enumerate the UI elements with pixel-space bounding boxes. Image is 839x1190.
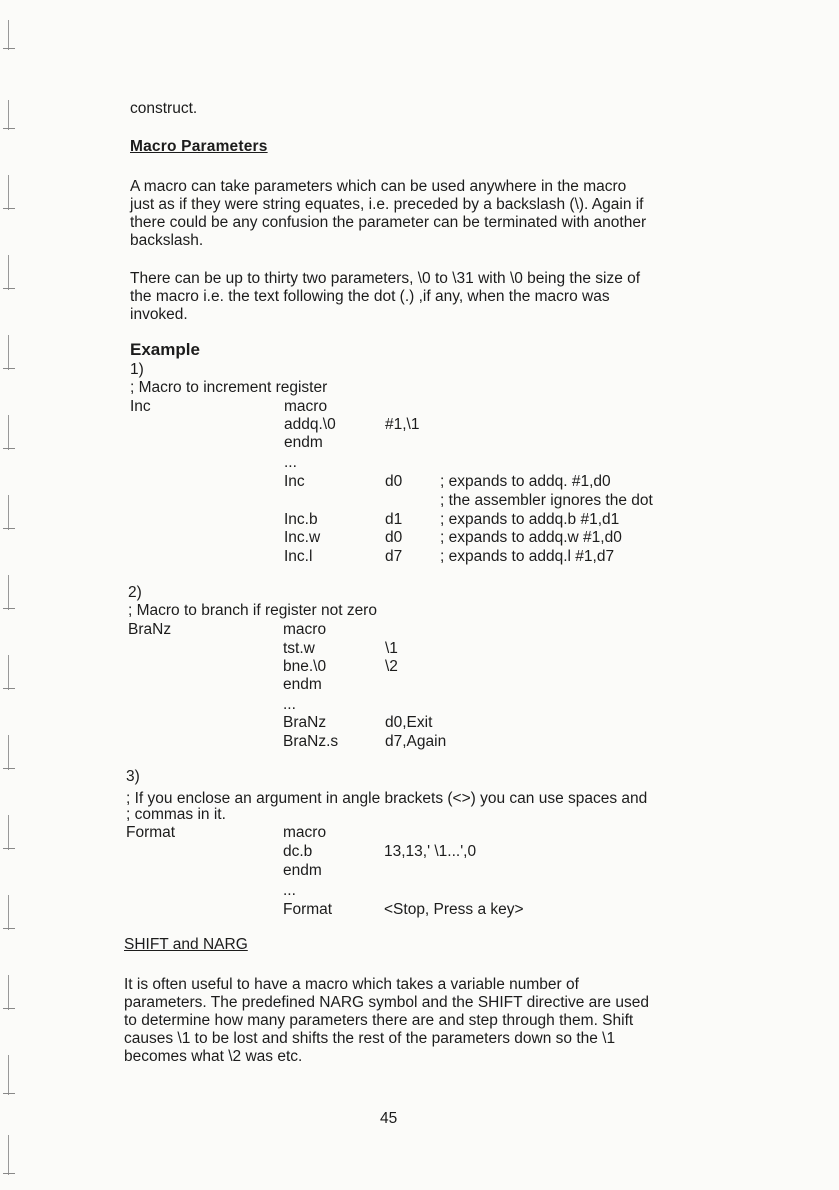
example-number: 2) (128, 584, 142, 601)
code-label: Inc (130, 398, 151, 415)
paragraph-line: the macro i.e. the text following the dot (.) ,if any, when the macro was (130, 288, 610, 305)
code-comment: ; expands to addq.b #1,d1 (440, 511, 620, 528)
margin-mark (3, 1093, 15, 1094)
code-comment: ; Macro to increment register (130, 379, 328, 396)
code-instruction: macro (284, 398, 328, 415)
code-label: BraNz (128, 621, 172, 638)
code-operand: d0 (385, 529, 403, 546)
section-heading-shift-narg: SHIFT and NARG (124, 936, 248, 953)
intro-line: construct. (130, 100, 198, 117)
code-operand: d7,Again (385, 733, 447, 750)
code-instruction: bne.\0 (283, 658, 327, 675)
code-ellipsis: ... (283, 882, 296, 899)
margin-mark (3, 48, 15, 49)
code-instruction: Inc.w (284, 529, 321, 546)
margin-mark (3, 448, 15, 449)
code-instruction: endm (283, 676, 322, 693)
code-operand: 13,13,' \1...',0 (384, 843, 477, 860)
example-title: Example (130, 340, 200, 359)
margin-mark (3, 608, 15, 609)
code-comment: ; commas in it. (126, 806, 226, 823)
page-number: 45 (380, 1110, 398, 1127)
code-comment: ; expands to addq.w #1,d0 (440, 529, 622, 546)
code-instruction: macro (283, 824, 327, 841)
code-operand: d0,Exit (385, 714, 433, 731)
code-instruction: endm (283, 862, 322, 879)
code-instruction: Inc.b (284, 511, 318, 528)
code-comment: ; If you enclose an argument in angle brackets (<>) you can use spaces and (126, 790, 648, 807)
margin-mark (3, 848, 15, 849)
paragraph-line: just as if they were string equates, i.e. preceded by a backslash (\). Again if (130, 196, 644, 213)
paragraph-line: invoked. (130, 306, 188, 323)
section-heading-macro-parameters: Macro Parameters (130, 138, 268, 155)
code-comment: ; expands to addq. #1,d0 (440, 473, 611, 490)
code-comment: ; expands to addq.l #1,d7 (440, 548, 615, 565)
binding-edge (8, 0, 9, 1190)
code-instruction: Inc (284, 473, 305, 490)
margin-mark (3, 928, 15, 929)
code-operand: d1 (385, 511, 403, 528)
margin-mark (3, 288, 15, 289)
code-label: Format (126, 824, 176, 841)
code-operand: \1 (385, 640, 398, 657)
margin-mark (3, 768, 15, 769)
paragraph-line: becomes what \2 was etc. (124, 1048, 303, 1065)
code-instruction: tst.w (283, 640, 315, 657)
margin-mark (3, 1008, 15, 1009)
code-instruction: dc.b (283, 843, 313, 860)
margin-mark (3, 1173, 15, 1174)
code-comment: ; Macro to branch if register not zero (128, 602, 377, 619)
code-operand: d0 (385, 473, 403, 490)
paragraph-line: backslash. (130, 232, 204, 249)
code-instruction: BraNz.s (283, 733, 339, 750)
code-operand: \2 (385, 658, 398, 675)
paragraph-line: parameters. The predefined NARG symbol and the SHIFT directive are used (124, 994, 649, 1011)
paragraph-line: causes \1 to be lost and shifts the rest of the parameters down so the \1 (124, 1030, 616, 1047)
code-instruction: Format (283, 901, 333, 918)
margin-mark (3, 368, 15, 369)
code-instruction: endm (284, 434, 323, 451)
margin-mark (3, 528, 15, 529)
code-operand: d7 (385, 548, 403, 565)
paragraph-line: It is often useful to have a macro which takes a variable number of (124, 976, 579, 993)
code-instruction: addq.\0 (284, 416, 336, 433)
margin-mark (3, 208, 15, 209)
code-instruction: macro (283, 621, 327, 638)
paragraph-line: There can be up to thirty two parameters, \0 to \31 with \0 being the size of (130, 270, 641, 287)
paragraph-line: A macro can take parameters which can be used anywhere in the macro (130, 178, 627, 195)
example-number: 3) (126, 768, 140, 785)
code-instruction: BraNz (283, 714, 327, 731)
code-ellipsis: ... (283, 696, 296, 713)
margin-mark (3, 688, 15, 689)
code-operand: <Stop, Press a key> (384, 901, 524, 918)
code-instruction: Inc.l (284, 548, 313, 565)
margin-mark (3, 128, 15, 129)
code-ellipsis: ... (284, 454, 297, 471)
example-number: 1) (130, 361, 144, 378)
code-operand: #1,\1 (385, 416, 420, 433)
paragraph-line: there could be any confusion the parameter can be terminated with another (130, 214, 647, 231)
paragraph-line: to determine how many parameters there are and step through them. Shift (124, 1012, 634, 1029)
code-comment: ; the assembler ignores the dot (440, 492, 653, 509)
